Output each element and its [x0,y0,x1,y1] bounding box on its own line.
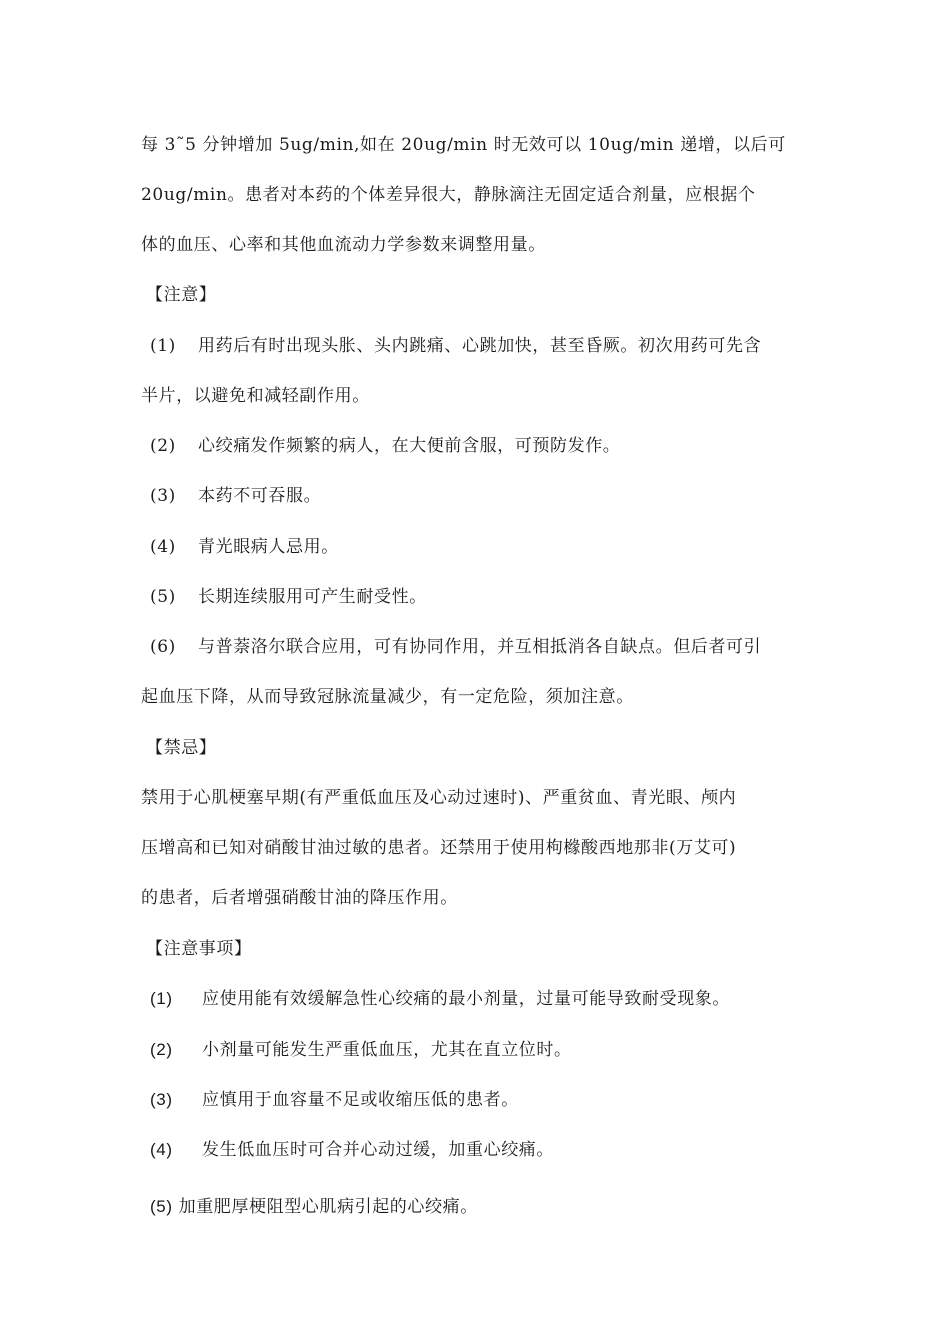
contraindication-line-1: 禁用于心肌梗塞早期(有严重低血压及心动过速时)、严重贫血、青光眼、颅内 [141,788,737,808]
precautions-item-2-text: 小剂量可能发生严重低血压，尤其在直立位时。 [202,1040,572,1060]
caution-heading: 【注意】 [146,285,217,305]
precautions-item-3 [150,1088,519,1112]
caution-item-2-text: 心绞痛发作频繁的病人，在大便前含服，可预防发作。 [198,436,621,456]
precautions-item-3-text: 应慎用于血容量不足或收缩压低的患者。 [202,1090,519,1110]
precautions-item-1-number: (1) [150,989,173,1008]
caution-item-5 [150,585,427,609]
precautions-item-1-text: 应使用能有效缓解急性心绞痛的最小剂量，过量可能导致耐受现象。 [202,989,730,1009]
caution-item-6-continuation: 起血压下降，从而导致冠脉流量减少，有一定危险，须加注意。 [141,687,634,707]
caution-item-3-number: (3) [150,486,176,506]
caution-item-4 [150,535,339,559]
contraindication-heading: 【禁忌】 [146,738,217,758]
precautions-item-5-text: 加重肥厚梗阻型心肌病引起的心绞痛。 [178,1197,478,1217]
precautions-item-4 [150,1138,554,1162]
caution-item-4-number: (4) [150,537,176,557]
precautions-item-2 [150,1038,572,1062]
precautions-item-5 [150,1195,478,1219]
caution-item-6 [150,635,761,659]
caution-item-1-number: (1) [150,336,176,356]
precautions-item-5-number: (5) [150,1197,173,1216]
dosage-line-3: 体的血压、心率和其他血流动力学参数来调整用量。 [141,235,546,255]
caution-item-4-text: 青光眼病人忌用。 [198,537,339,557]
caution-item-6-text: 与普萘洛尔联合应用，可有协同作用，并互相抵消各自缺点。但后者可引 [198,637,762,657]
caution-item-6-number: (6) [150,637,176,657]
caution-item-2-number: (2) [150,436,176,456]
dosage-line-1: 每 3˜5 分钟增加 5ug/min,如在 20ug/min 时无效可以 10ug/min 递增，以后可 [141,135,786,155]
contraindication-line-3: 的患者，后者增强硝酸甘油的降压作用。 [141,888,458,908]
caution-item-1-continuation: 半片，以避免和减轻副作用。 [141,386,370,406]
contraindication-line-2: 压增高和已知对硝酸甘油过敏的患者。还禁用于使用枸橼酸西地那非(万艾可) [141,838,737,858]
caution-item-3 [150,484,321,508]
precautions-item-1 [150,987,730,1011]
caution-item-1 [150,334,761,358]
caution-item-1-text: 用药后有时出现头胀、头内跳痛、心跳加快，甚至昏厥。初次用药可先含 [198,336,762,356]
caution-item-3-text: 本药不可吞服。 [198,486,322,506]
caution-item-5-text: 长期连续服用可产生耐受性。 [198,587,427,607]
caution-item-5-number: (5) [150,587,176,607]
precautions-item-2-number: (2) [150,1040,173,1059]
dosage-line-2: 20ug/min。患者对本药的个体差异很大，静脉滴注无固定适合剂量，应根据个 [141,185,756,205]
caution-item-2 [150,434,620,458]
precautions-item-3-number: (3) [150,1090,173,1109]
precautions-item-4-text: 发生低血压时可合并心动过缓，加重心绞痛。 [202,1140,554,1160]
precautions-heading: 【注意事项】 [146,939,252,959]
precautions-item-4-number: (4) [150,1140,173,1159]
